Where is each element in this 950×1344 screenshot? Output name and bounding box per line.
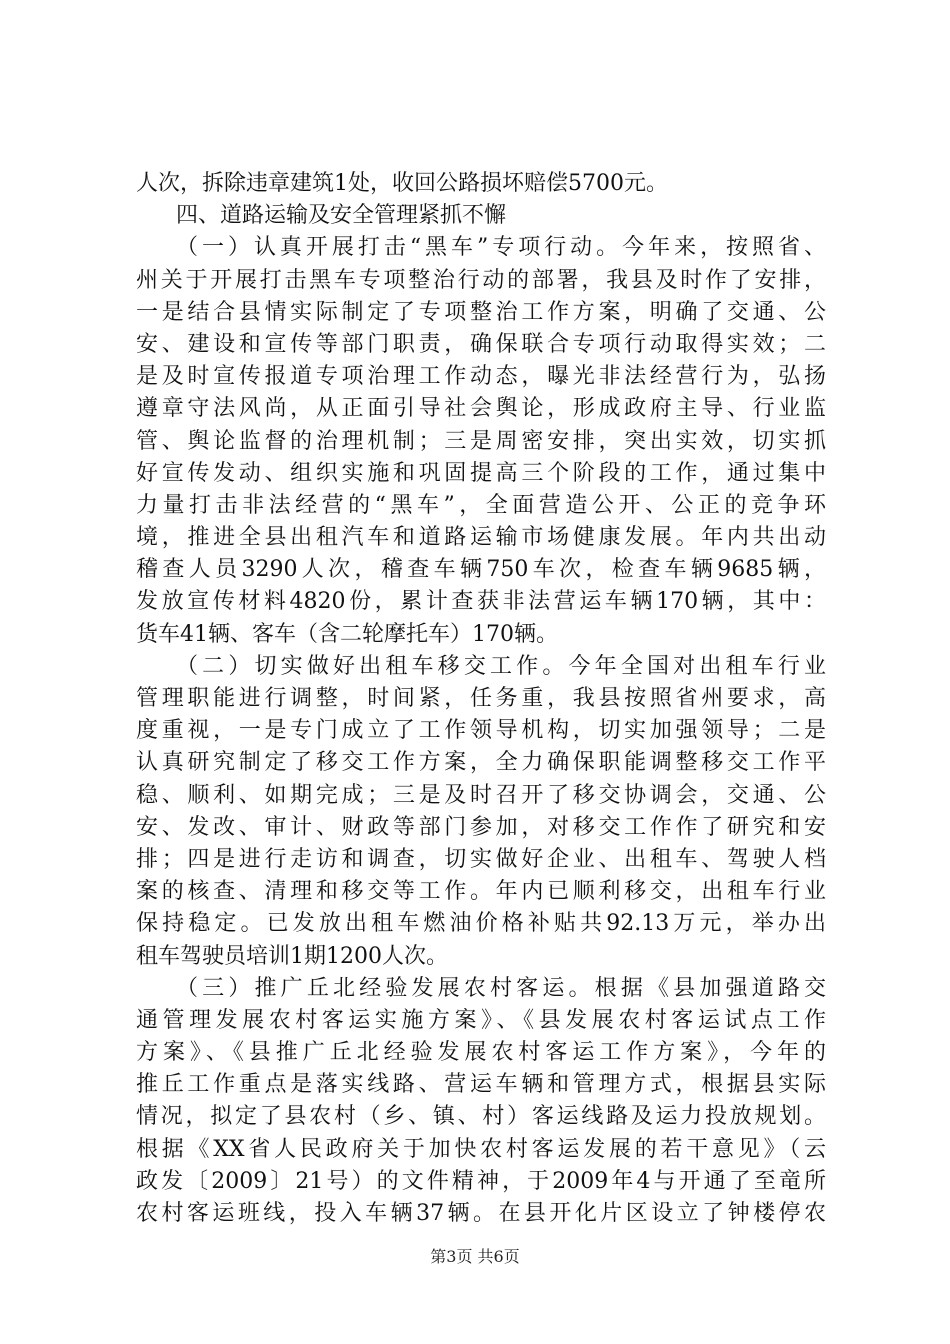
text-line: 好宣传发动、组织实施和巩固提高三个阶段的工作，通过集中 bbox=[136, 460, 826, 486]
text-line: 是及时宣传报道专项治理工作动态，曝光非法经营行为，弘扬 bbox=[136, 364, 826, 390]
text-line: 案的核查、清理和移交等工作。年内已顺利移交，出租车行业 bbox=[136, 879, 826, 905]
text-line: 人次，拆除违章建筑1处，收回公路损坏赔偿5700元。 bbox=[136, 171, 668, 196]
document-body bbox=[136, 168, 826, 1230]
text-line: 货车41辆、客车（含二轮摩托车）170辆。 bbox=[136, 621, 558, 647]
text-line: 力量打击非法经营的“黑车”，全面营造公开、公正的竞争环 bbox=[136, 492, 826, 518]
text-line: 发放宣传材料4820份，累计查获非法营运车辆170辆，其中： bbox=[136, 589, 826, 615]
text-line: 稽查人员3290人次，稽查车辆750车次，检查车辆9685辆， bbox=[136, 557, 826, 583]
text-line: 安、发改、审计、财政等部门参加，对移交工作作了研究和安 bbox=[136, 814, 826, 840]
text-line: （一）认真开展打击“黑车”专项行动。今年来，按照省、 bbox=[176, 235, 826, 261]
text-line: 认真研究制定了移交工作方案，全力确保职能调整移交工作平 bbox=[136, 750, 826, 776]
text-line: 一是结合县情实际制定了专项整治工作方案，明确了交通、公 bbox=[136, 299, 826, 325]
text-line: 境，推进全县出租汽车和道路运输市场健康发展。年内共出动 bbox=[136, 525, 826, 551]
text-line: （三）推广丘北经验发展农村客运。根据《县加强道路交 bbox=[176, 975, 826, 1001]
text-line: 州关于开展打击黑车专项整治行动的部署，我县及时作了安排， bbox=[136, 267, 826, 293]
text-line: 推丘工作重点是落实线路、营运车辆和管理方式，根据县实际 bbox=[136, 1072, 826, 1098]
page-footer: 第3页 共6页 bbox=[430, 1247, 520, 1266]
text-line: 方案》、《县推广丘北经验发展农村客运工作方案》，今年的 bbox=[136, 1040, 826, 1066]
text-line: 排；四是进行走访和调查，切实做好企业、出租车、驾驶人档 bbox=[136, 846, 826, 872]
text-line: 保持稳定。已发放出租车燃油价格补贴共92.13万元，举办出 bbox=[136, 911, 826, 937]
text-line: 管理职能进行调整，时间紧，任务重，我县按照省州要求，高 bbox=[136, 686, 826, 711]
text-line: 根据《XX省人民政府关于加快农村客运发展的若干意见》（云 bbox=[136, 1136, 826, 1162]
text-line: 农村客运班线，投入车辆37辆。在县开化片区设立了钟楼停农 bbox=[136, 1201, 826, 1226]
text-line: 通管理发展农村客运实施方案》、《县发展农村客运试点工作 bbox=[136, 1007, 826, 1033]
text-line: 租车驾驶员培训1期1200人次。 bbox=[136, 943, 448, 969]
text-line: 安、建设和宣传等部门职责，确保联合专项行动取得实效；二 bbox=[136, 331, 826, 357]
text-line: 遵章守法风尚，从正面引导社会舆论，形成政府主导、行业监 bbox=[136, 396, 826, 422]
text-line: 稳、顺利、如期完成；三是及时召开了移交协调会，交通、公 bbox=[136, 782, 826, 808]
text-line: 管、舆论监督的治理机制；三是周密安排，突出实效，切实抓 bbox=[136, 428, 826, 454]
text-line: （二）切实做好出租车移交工作。今年全国对出租车行业 bbox=[176, 653, 826, 679]
text-line: 度重视，一是专门成立了工作领导机构，切实加强领导；二是 bbox=[136, 718, 826, 744]
text-line: 情况，拟定了县农村（乡、镇、村）客运线路及运力投放规划。 bbox=[136, 1104, 826, 1130]
section-heading: 四、道路运输及安全管理紧抓不懈 bbox=[176, 203, 507, 229]
text-line: 政发〔2009〕21号）的文件精神，于2009年4与开通了至竜所 bbox=[136, 1168, 826, 1194]
